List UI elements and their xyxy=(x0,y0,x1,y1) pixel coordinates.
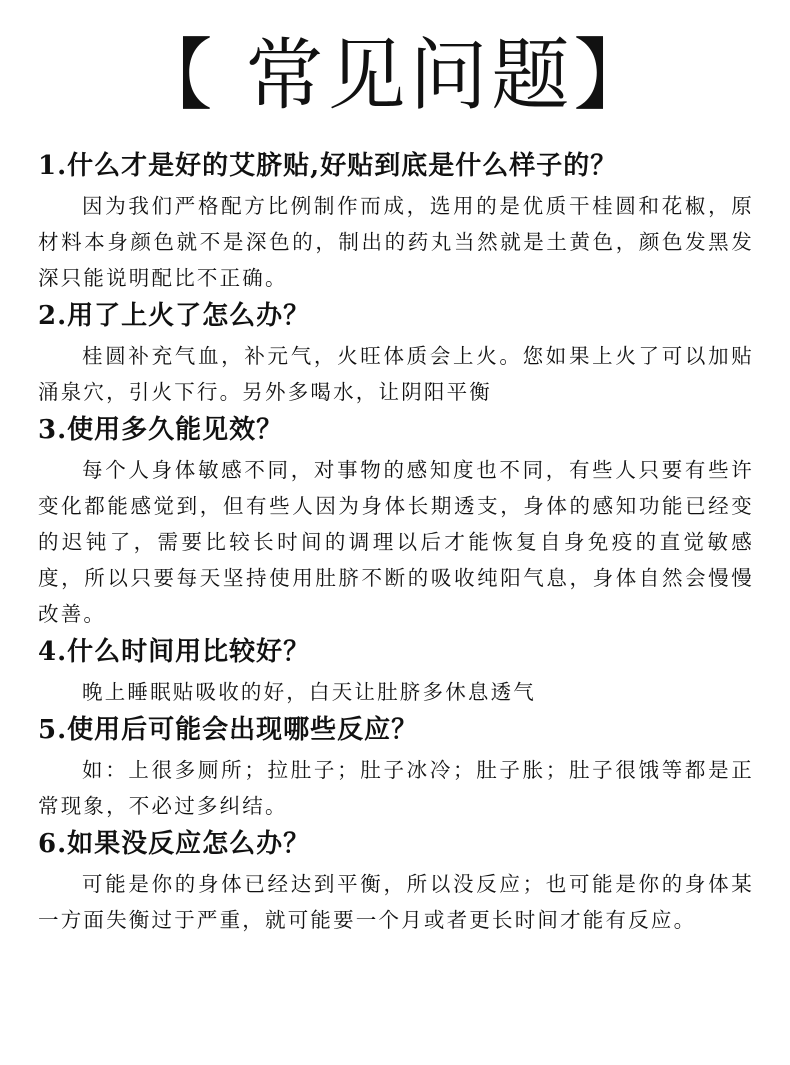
faq-item-3 xyxy=(38,412,754,632)
faq-question-1: 1.什么才是好的艾脐贴,好贴到底是什么样子的？ xyxy=(38,151,618,181)
faq-question-5: 5.使用后可能会出现哪些反应？ xyxy=(38,715,419,745)
faq-answer-5: 如：上很多厕所；拉肚子；肚子冰冷；肚子胀；肚子很饿等都是正常现象，不必过多纠结。 xyxy=(38,758,754,818)
faq-question-3: 3.使用多久能见效？ xyxy=(38,415,284,445)
faq-item-2 xyxy=(38,298,754,410)
faq-item-5 xyxy=(38,712,754,824)
page-title: 【 常见问题】 xyxy=(134,31,656,121)
faq-question-4: 4.什么时间用比较好？ xyxy=(38,637,311,667)
faq-item-1 xyxy=(38,148,754,296)
faq-list xyxy=(38,148,754,940)
faq-question-2: 2.用了上火了怎么办？ xyxy=(38,301,311,331)
faq-answer-4: 晚上睡眠贴吸收的好，白天让肚脐多休息透气 xyxy=(82,680,536,704)
faq-answer-6: 可能是你的身体已经达到平衡，所以没反应；也可能是你的身体某一方面失衡过于严重，就可能要一个月或者更长时间才能有反应。 xyxy=(38,872,754,932)
faq-question-6: 6.如果没反应怎么办？ xyxy=(38,829,311,859)
faq-item-6 xyxy=(38,826,754,938)
faq-answer-3: 每个人身体敏感不同，对事物的感知度也不同，有些人只要有些许变化都能感觉到，但有些人因为身体长期透支，身体的感知功能已经变的迟钝了，需要比较长时间的调理以后才能恢复自身免疫的直觉敏感度，所以只要每天坚持使用肚脐不断的吸收纯阳气息，身体自然会慢慢改善。 xyxy=(38,458,754,626)
faq-item-4 xyxy=(38,634,754,710)
faq-answer-2: 桂圆补充气血，补元气，火旺体质会上火。您如果上火了可以加贴涌泉穴，引火下行。另外多喝水，让阴阳平衡 xyxy=(38,344,754,404)
faq-answer-1: 因为我们严格配方比例制作而成，选用的是优质干桂圆和花椒，原材料本身颜色就不是深色的，制出的药丸当然就是土黄色，颜色发黑发深只能说明配比不正确。 xyxy=(38,194,754,290)
